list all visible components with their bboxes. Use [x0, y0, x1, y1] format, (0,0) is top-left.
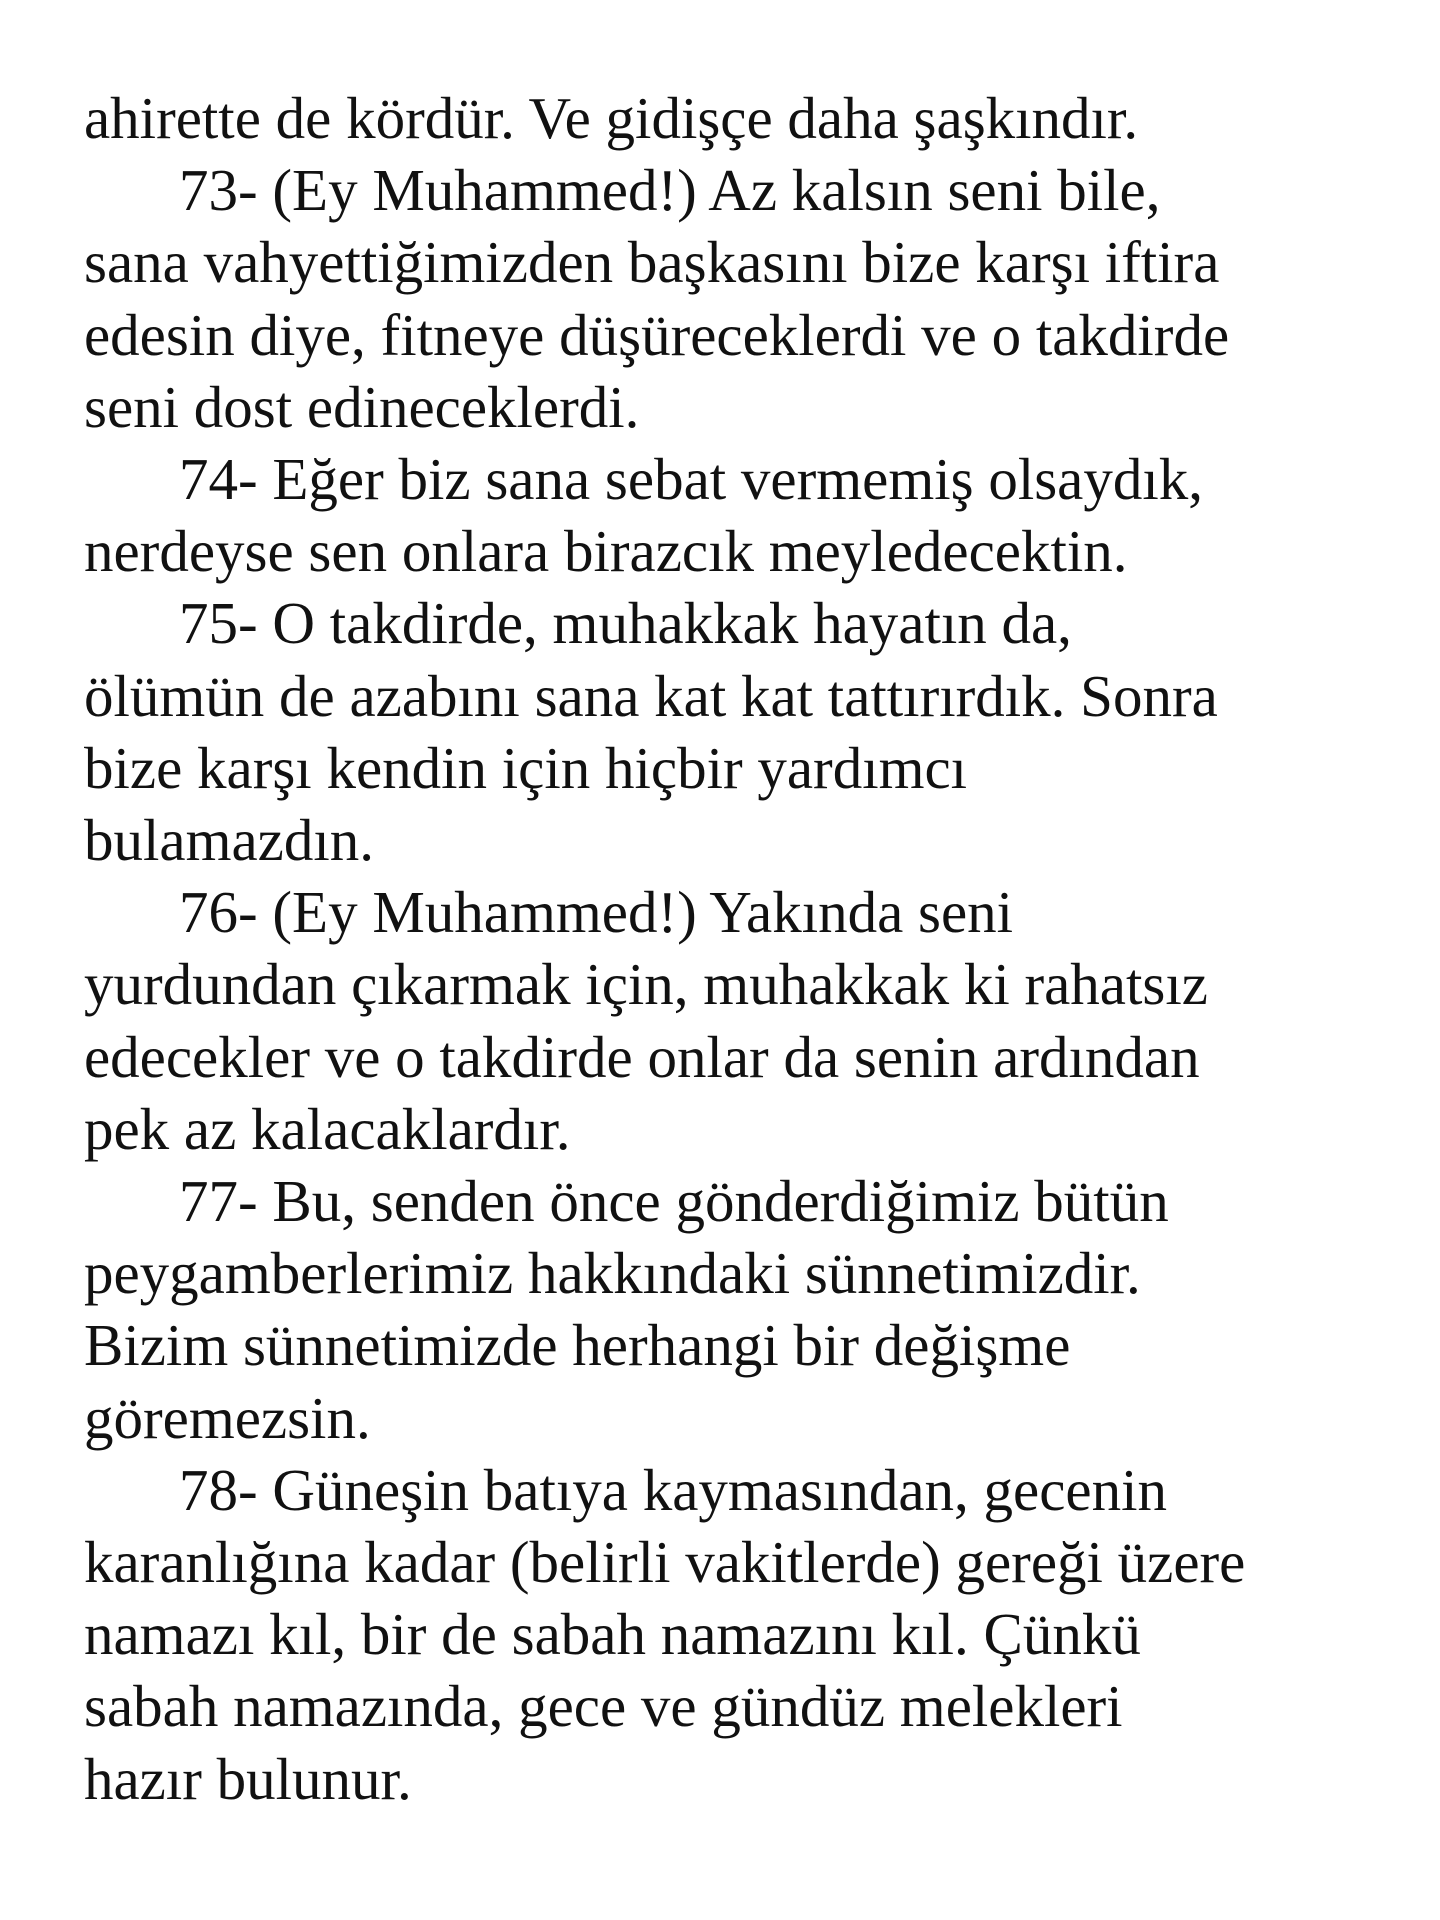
text-line: edecekler ve o takdirde onlar da senin ardından — [84, 1023, 1200, 1090]
text-line: sabah namazında, gece ve gündüz melekleri — [84, 1673, 1123, 1740]
text-line: göremezsin. — [84, 1384, 371, 1451]
text-line: 75- O takdirde, muhakkak hayatın da, — [179, 590, 1072, 657]
text-line: 73- (Ey Muhammed!) Az kalsın seni bile, — [179, 157, 1161, 224]
text-line: nerdeyse sen onlara birazcık meyledecektin. — [84, 518, 1128, 585]
document-body — [84, 82, 1404, 1815]
text-line: peygamberlerimiz hakkındaki sünnetimizdir. — [84, 1240, 1141, 1307]
text-line: Bizim sünnetimizde herhangi bir değişme — [84, 1312, 1071, 1379]
text-line: 78- Güneşin batıya kaymasından, gecenin — [179, 1456, 1167, 1523]
text-line: bize karşı kendin için hiçbir yardımcı — [84, 734, 968, 801]
text-line: ölümün de azabını sana kat kat tattırırdık. Sonra — [84, 662, 1218, 729]
text-line: hazır bulunur. — [84, 1745, 412, 1812]
text-line: karanlığına kadar (belirli vakitlerde) gereği üzere — [84, 1529, 1246, 1596]
text-line: 76- (Ey Muhammed!) Yakında seni — [179, 879, 1014, 946]
text-line: bulamazdın. — [84, 807, 374, 874]
text-line: yurdundan çıkarmak için, muhakkak ki rahatsız — [84, 951, 1208, 1018]
text-line: edesin diye, fitneye düşüreceklerdi ve o takdirde — [84, 301, 1230, 368]
text-line: sana vahyettiğimizden başkasını bize karşı iftira — [84, 229, 1220, 296]
text-line: ahirette de kördür. Ve gidişçe daha şaşkındır. — [84, 85, 1139, 151]
text-line: pek az kalacaklardır. — [84, 1095, 571, 1162]
text-line: 77- Bu, senden önce gönderdiğimiz bütün — [179, 1168, 1169, 1235]
text-line: namazı kıl, bir de sabah namazını kıl. Çünkü — [84, 1601, 1141, 1668]
text-line: 74- Eğer biz sana sebat vermemiş olsaydık, — [179, 446, 1204, 513]
text-line: seni dost edineceklerdi. — [84, 373, 640, 440]
